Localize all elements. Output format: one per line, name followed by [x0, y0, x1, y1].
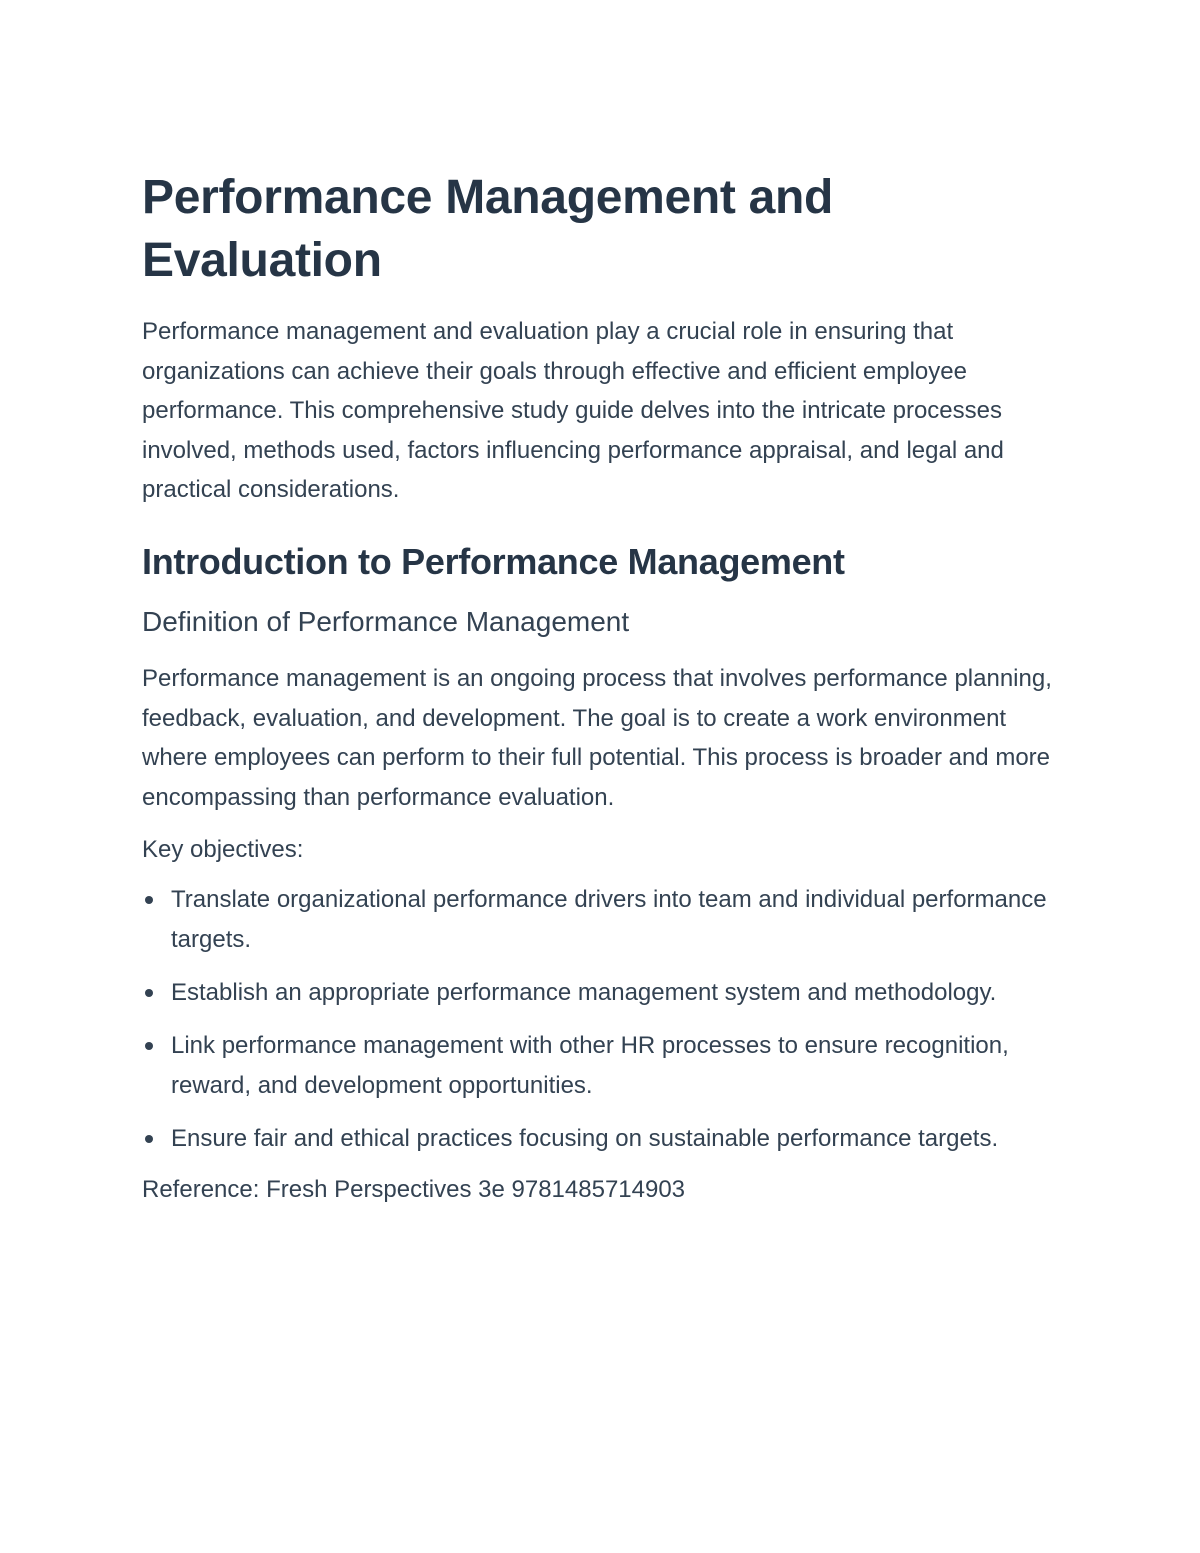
- list-item-text: Translate organizational performance drivers into team and individual performance targets.: [171, 886, 1047, 953]
- list-item: [142, 1026, 1062, 1105]
- list-item: [142, 880, 1062, 959]
- definition-paragraph: Performance management is an ongoing process that involves performance planning, feedback, evaluation, and development. The goal is to create a work environment where employees can perform to their full potential. This process is broader and more encompassing than performance evaluation.: [142, 664, 1052, 811]
- list-item-text: Link performance management with other HR processes to ensure recognition, reward, and development opportunities.: [171, 1032, 1009, 1099]
- section-heading: Introduction to Performance Management: [142, 540, 845, 582]
- subsection-heading: Definition of Performance Management: [142, 605, 630, 637]
- bullet-icon: [145, 1042, 153, 1050]
- list-item: [142, 1119, 1062, 1159]
- objectives-list: [142, 880, 1062, 1158]
- bullet-icon: [145, 989, 153, 997]
- bullet-icon: [145, 896, 153, 904]
- reference-text: Reference: Fresh Perspectives 3e 9781485714903: [142, 1175, 686, 1203]
- list-item-text: Ensure fair and ethical practices focusing on sustainable performance targets.: [171, 1125, 999, 1153]
- document-page: [142, 166, 1062, 1210]
- list-item-text: Establish an appropriate performance management system and methodology.: [171, 979, 997, 1007]
- intro-paragraph: Performance management and evaluation play a crucial role in ensuring that organizations can achieve their goals through effective and efficient employee performance. This comprehensive study guide delves into the intricate processes involved, methods used, factors influencing performance appraisal, and legal and practical considerations.: [142, 318, 1004, 504]
- bullet-icon: [145, 1135, 153, 1143]
- page-title: Performance Management and Evaluation: [142, 171, 834, 287]
- objectives-label: Key objectives:: [142, 836, 304, 864]
- list-item: [142, 973, 1062, 1013]
